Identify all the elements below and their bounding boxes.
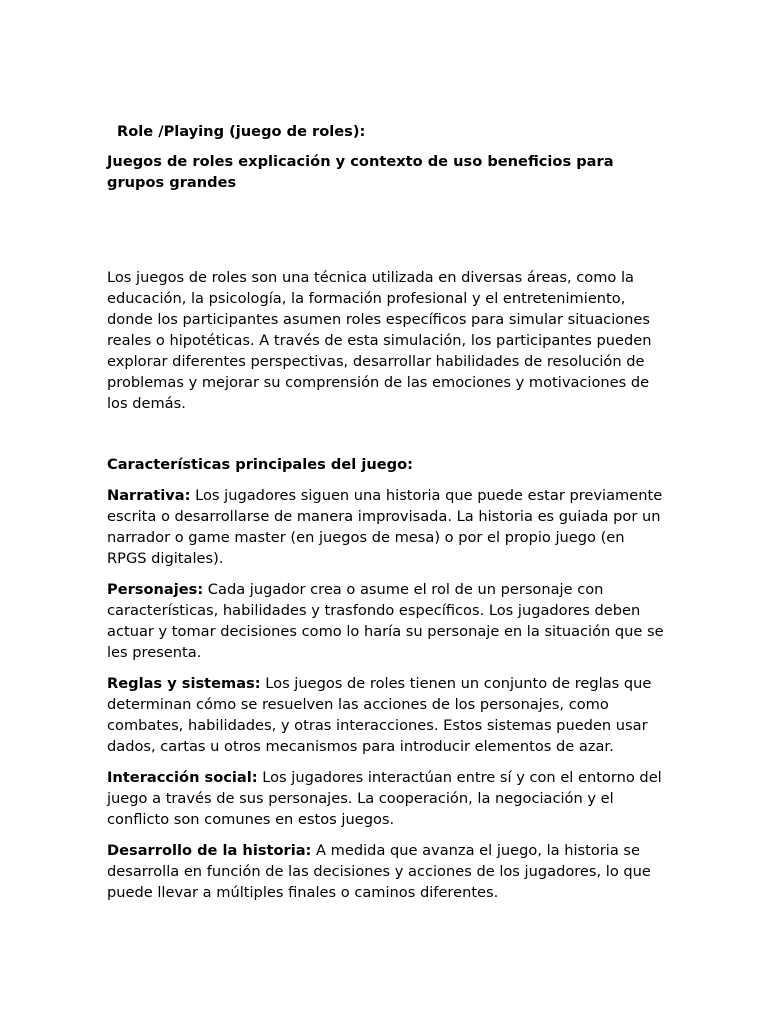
section-heading: Características principales del juego: [107,456,413,473]
feature-narrativa [107,485,667,569]
feature-reglas-y-sistemas [107,673,667,757]
feature-term: Narrativa: [107,487,191,504]
feature-term: Desarrollo de la historia: [107,842,312,859]
document-page [107,121,667,903]
feature-personajes [107,579,667,663]
intro-paragraph: Los juegos de roles son una técnica utilizada en diversas áreas, como la educación, la psicología, la formación profesional y el entretenimiento, donde los participantes asumen roles específicos para simular situaciones reales o hipotéticas. A través de esta simulación, los participantes pueden explorar diferentes perspectivas, desarrollar habilidades de resolución de problemas y mejorar su comprensión de las emociones y motivaciones de los demás. [107,269,652,412]
feature-term: Personajes: [107,581,204,598]
feature-text: Los juegos de roles tienen un conjunto de reglas que determinan cómo se resuelven las acciones de los personajes, como combates, habilidades, y otras interacciones. Estos sistemas pueden usar dados, cartas u otros mecanismos para introducir elementos de azar. [107,675,652,755]
feature-term: Interacción social: [107,769,258,786]
feature-interaccion-social [107,767,667,830]
feature-text: Cada jugador crea o asume el rol de un personaje con características, habilidades y trasfondo específicos. Los jugadores deben actuar y tomar decisiones como lo haría su personaje en la situación que se les presenta. [107,581,664,661]
feature-term: Reglas y sistemas: [107,675,261,692]
feature-desarrollo-historia [107,840,667,903]
document-title: Role /Playing (juego de roles): [117,123,366,140]
document-subtitle: Juegos de roles explicación y contexto de uso beneficios para grupos grandes [107,153,614,191]
feature-text: A medida que avanza el juego, la historia se desarrolla en función de las decisiones y acciones de los jugadores, lo que puede llevar a múltiples finales o caminos diferentes. [107,842,651,901]
feature-text: Los jugadores interactúan entre sí y con el entorno del juego a través de sus personajes. La cooperación, la negociación y el conflicto son comunes en estos juegos. [107,769,662,828]
feature-text: Los jugadores siguen una historia que puede estar previamente escrita o desarrollarse de manera improvisada. La historia es guiada por un narrador o game master (en juegos de mesa) o por el propio juego (en RPGS digitales). [107,487,663,567]
